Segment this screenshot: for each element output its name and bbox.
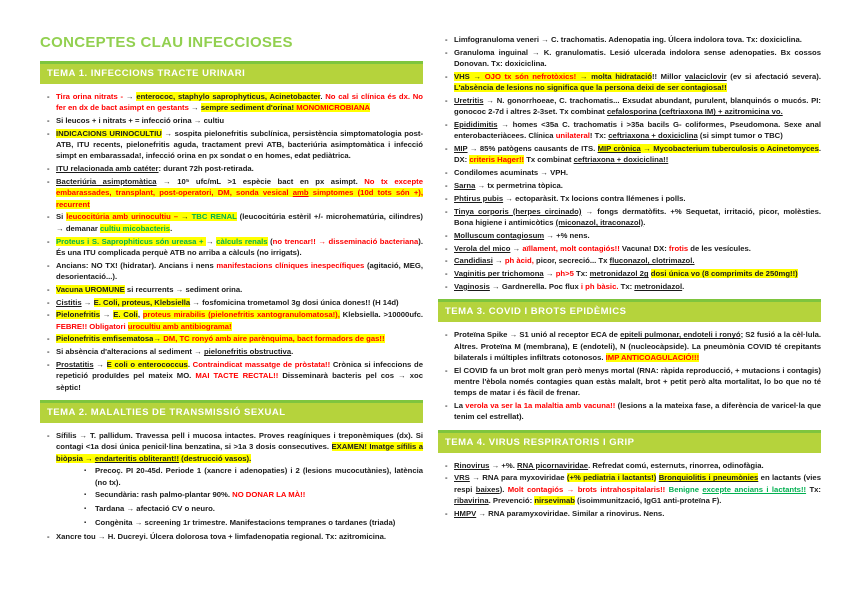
item-text <box>454 47 821 70</box>
item-text <box>454 365 821 399</box>
item-text <box>56 211 423 234</box>
text-run: Candidiasi <box>454 256 493 266</box>
text-run: (ev si afectació severa). <box>726 71 821 81</box>
section-heading: TEMA 1. INFECCIONS TRACTE URINARI <box>40 61 423 84</box>
item-text <box>56 430 423 464</box>
list-item <box>438 206 821 229</box>
text-run: Condilomes acuminats → VPH. <box>454 168 569 178</box>
text-run: Ancians: NO TX! (hidratar). Ancians i nens <box>56 260 217 270</box>
list-item <box>40 531 423 542</box>
text-run: manifestacions clíniques inespecífiques <box>216 260 365 270</box>
text-run: embarassades, transplant, post-operatori, DM, sonda vesical <box>56 188 293 198</box>
item-text <box>454 472 821 506</box>
text-run: NO DONAR LA MÀ!! <box>232 490 306 500</box>
left-column <box>40 34 423 544</box>
text-run: endarteritis obliterant!! <box>94 453 180 463</box>
list-item <box>438 47 821 70</box>
text-run: epiteli pulmonar, endoteli i ronyó <box>620 330 741 340</box>
text-run: Phtirus pubis <box>454 193 504 203</box>
item-text <box>56 176 423 210</box>
item-text <box>56 346 423 357</box>
text-run: Crònica si infeccions de repetició produïdes pel mateix MO. <box>56 360 423 381</box>
bullet-marker: - <box>47 164 50 174</box>
bullet-marker: - <box>47 212 50 222</box>
list-item <box>438 71 821 94</box>
text-run: aïllament, molt contagiós!! <box>522 243 620 253</box>
item-text <box>56 531 423 542</box>
text-run: → 10⁵ ufc/mL >1 espècie bact en px asimpt. <box>156 177 365 187</box>
text-run: picor, secreció... Tx <box>533 256 610 266</box>
text-run: metronidazol <box>634 281 683 291</box>
text-run: frotis <box>668 243 689 253</box>
item-text <box>454 243 821 254</box>
bullet-marker: - <box>445 181 448 191</box>
text-run: . <box>291 347 294 357</box>
list-item <box>438 508 821 519</box>
text-run: Proteus i S. Saprophiticus són ureasa + <box>56 236 207 246</box>
bullet-marker: - <box>47 177 50 187</box>
text-run: Tx: <box>806 484 821 494</box>
text-run: → RNA paramyxoviridae. Similar a rinovirus. Nens. <box>476 508 665 518</box>
text-run: DM, TC ronyó amb aire parènquima, bact formadors de gas!! <box>163 334 385 344</box>
text-run: Tardana → afectació CV o neuro. <box>95 504 215 514</box>
bullet-marker: - <box>445 508 448 518</box>
text-run: → +% nens. <box>544 230 590 240</box>
text-run: enterococ, staphylo saprophyticus, Acinetobacter <box>136 92 321 101</box>
text-run: Vacuna UROMUNE <box>56 284 125 294</box>
item-text <box>95 489 423 501</box>
item-text <box>454 143 821 166</box>
text-run: baixes <box>475 484 500 494</box>
text-run: en lactants (vies respi <box>454 473 821 494</box>
list-item <box>438 329 821 363</box>
bullet-marker: - <box>445 47 448 57</box>
text-run: → <box>153 334 164 344</box>
bullet-list <box>438 34 821 292</box>
text-run: Pielonefritis <box>56 310 101 320</box>
text-run: ITU relacionada amb catéter <box>56 164 159 174</box>
list-item <box>40 465 423 488</box>
text-run: → <box>125 92 137 101</box>
text-run: → ectoparàsit. Tx locions contra llémenes i polls. <box>503 193 686 203</box>
text-run: ceftriaxona + doxiciclina <box>608 131 698 141</box>
text-run: (destrucció vasos). <box>179 453 252 463</box>
list-item <box>40 430 423 464</box>
text-run: → N. gonorrhoeae, C. trachomatis... Exsudat abundant, purulent, blanquinós o mucós. PI: gonococ 2-7d i altres 2-3set. Tx combinat <box>454 95 821 117</box>
item-text <box>454 167 821 178</box>
text-run: nirsevimab <box>534 496 575 505</box>
text-run: Sífilis → T. pallidum. Travessa pell i mucosa intactes. Proves reagíniques i treponèmiques (dx). Si contagi <1a dosi única penicil·lina benzatina, si >1a 3 dosis consecutives. <box>56 430 423 452</box>
list-item <box>438 243 821 254</box>
bullet-marker: - <box>445 269 448 279</box>
list-item <box>438 365 821 399</box>
bullet-marker: - <box>47 334 50 344</box>
text-run: Sarna <box>454 181 476 191</box>
item-text <box>56 359 423 393</box>
text-run: cultiu micobacteris <box>100 223 171 233</box>
list-item <box>40 503 423 515</box>
text-run: Disseminarà bacteris pel cos → xoc sèptic! <box>56 371 423 392</box>
text-run: . <box>187 360 193 370</box>
item-text <box>454 281 821 292</box>
text-run: → +%. <box>489 460 518 470</box>
list-item <box>438 34 821 45</box>
list-item <box>438 167 821 178</box>
text-run: → Gardnerella. Poc flux <box>489 281 581 291</box>
item-text <box>56 297 423 308</box>
text-run: Rinovirus <box>454 460 490 470</box>
text-run: . <box>320 92 326 101</box>
text-run: proteus mirabilis (pielonefritis xantogranulomatosa!), <box>142 310 340 320</box>
text-run: dosi única vo (8 comprimits de 250mg!!) <box>650 269 798 279</box>
item-text <box>454 71 821 94</box>
text-run: (leucocitúria estèril +/- microhematúria, cilindres) → demanar <box>56 212 423 233</box>
list-item <box>438 95 821 118</box>
text-run: No tx excepte <box>364 177 423 187</box>
item-text <box>454 206 821 229</box>
text-run: fluconazol, clotrimazol. <box>609 256 695 266</box>
bullet-marker: ▪ <box>84 468 87 475</box>
bullet-marker: - <box>47 284 50 294</box>
item-text <box>56 115 423 126</box>
list-item <box>438 281 821 292</box>
text-run: Proteïna Spike → S1 unió al receptor ECA de <box>454 330 621 340</box>
text-run: Bronquiolitis i pneumònies <box>658 473 759 483</box>
text-run: FEBRE!! Obligatori <box>56 321 128 331</box>
right-column <box>438 34 821 544</box>
bullet-marker: ▪ <box>84 492 87 499</box>
list-item <box>40 297 423 308</box>
text-run: → 85% patògens causants de ITS. <box>467 144 598 154</box>
list-item <box>438 230 821 241</box>
text-run: (miconazol, itraconazol) <box>555 217 644 227</box>
text-run: Bacteriúria asimptomàtica <box>56 177 157 187</box>
text-run: → <box>492 256 505 266</box>
text-run: ph>5 <box>555 269 574 279</box>
text-run: INDICACIONS URINOCULTIU <box>56 128 162 138</box>
item-text <box>454 329 821 363</box>
bullet-marker: - <box>445 365 448 375</box>
text-run: Prostatitis <box>56 360 94 370</box>
bullet-marker: - <box>445 230 448 240</box>
text-run: excepte ancians i lactants!! <box>702 484 807 494</box>
list-item <box>40 309 423 332</box>
page-title: CONCEPTES CLAU INFECCIOSES <box>40 34 293 51</box>
text-run: (agitació, MEG, desorientació...). <box>56 260 423 281</box>
text-run: criteris Hager!! <box>469 155 525 165</box>
text-run: urocultiu amb antibiograma! <box>127 321 232 331</box>
text-run: Benigne <box>668 484 703 494</box>
text-run: MONOMICROBIANA <box>296 103 371 113</box>
bullet-marker: - <box>445 256 448 266</box>
text-run: MIP crònica <box>597 144 641 154</box>
text-run: Vaginitis per trichomona <box>454 269 544 279</box>
text-run: EXAMEN! Imatge sífilis a biòpsia → <box>56 442 423 463</box>
text-run: MIP <box>454 144 468 154</box>
text-run: Precoç. PI 20-45d. Periode 1 (xancre i adenopaties) i 2 (lesions mucocutànies), latència (no tx). <box>95 466 423 487</box>
item-text <box>56 260 423 283</box>
text-run: valaciclovir <box>684 71 727 81</box>
text-run: ribavirina <box>454 496 489 505</box>
list-item <box>438 180 821 191</box>
text-run: càlculs renals <box>216 236 268 246</box>
bullet-marker: - <box>445 330 448 340</box>
text-run: Secundària: rash palmo-plantar 90%. <box>95 490 233 500</box>
item-text <box>56 128 423 162</box>
text-run: → <box>180 212 192 222</box>
bullet-marker: - <box>445 281 448 291</box>
text-run: → fongs dermatòfits. +% Sequetat, irritació, picor, molèsties. Bona higiene i antimicòtics <box>454 206 821 227</box>
text-run: Contraindicat massatge de pròstata!! <box>192 360 331 370</box>
item-text <box>56 163 423 174</box>
item-text <box>56 309 423 332</box>
text-run: simptomes (10d tots són +), recurrent <box>56 188 424 209</box>
item-text <box>454 255 821 266</box>
bullet-marker: - <box>47 347 50 357</box>
text-run: E. Coli, proteus, Klebsiella <box>93 297 191 307</box>
text-run: → molta <box>576 71 616 81</box>
text-run: Epididimitis <box>454 120 498 130</box>
list-item <box>40 128 423 162</box>
text-run: E coli o enterococcus <box>106 360 188 370</box>
text-run: Klebsiella. >10000ufc. <box>339 310 423 320</box>
text-run: → RNA para myxoviridae <box>469 473 567 483</box>
text-run: Uretritis <box>454 95 484 105</box>
item-text <box>454 34 821 45</box>
text-run: OJO tx són nefrotòxics! <box>484 71 577 81</box>
text-run: ). <box>499 484 508 494</box>
list-item <box>438 268 821 279</box>
list-item <box>40 489 423 501</box>
text-run: → fosfomicina trometamol 3g dosi única dones!! (H 14d) <box>190 297 399 307</box>
bullet-marker: - <box>47 310 50 320</box>
item-text <box>56 333 423 344</box>
text-run: (+% pediatria i lactants!) <box>566 473 657 483</box>
list-item <box>40 211 423 234</box>
text-run: (isoimmunització, IgG1 anti-proteïna F). <box>574 496 722 505</box>
list-item <box>40 163 423 174</box>
text-run: Mycobacterium tuberculosis o Acinetomyces <box>653 144 819 154</box>
item-text <box>56 284 423 295</box>
item-text <box>56 91 423 114</box>
text-run: hidratació <box>615 71 652 81</box>
list-item <box>40 346 423 357</box>
text-run: L'absència de lesions no significa que la persona deixi de ser contagiosa!! <box>454 83 727 93</box>
text-run: RNA picornaviridae <box>517 460 589 470</box>
text-run: amb <box>292 188 309 198</box>
item-text <box>454 230 821 241</box>
section-heading: TEMA 4. VIRUS RESPIRATORIS I GRIP <box>438 430 821 453</box>
text-run: VRS <box>454 473 470 483</box>
bullet-marker: - <box>445 473 448 483</box>
text-run: . <box>682 281 685 291</box>
text-run: (si simpt tumor o TBC) <box>697 131 783 141</box>
text-run: Limfogranuloma veneri → C. trachomatis. Adenopatia ing. Úlcera indolora tova. Tx: doxiciclina. <box>454 35 802 44</box>
bullet-marker: - <box>47 128 50 138</box>
section-heading: TEMA 2. MALALTIES DE TRANSMISSIÓ SEXUAL <box>40 400 423 423</box>
bullet-marker: ▪ <box>84 520 87 526</box>
bullet-marker: - <box>445 460 448 470</box>
list-item <box>40 176 423 210</box>
text-run: Si leucos + i nitrats + = infecció orina → cultiu <box>56 116 225 126</box>
text-run: Tinya corporis (herpes circinado) <box>454 206 582 216</box>
text-run: La <box>454 401 466 411</box>
text-run: ). És una ITU complicada perquè ATB no arriba a càlculs (no irrigats). <box>56 236 423 257</box>
bullet-list <box>40 91 423 393</box>
list-item <box>40 115 423 126</box>
bullet-list <box>438 329 821 422</box>
text-run: si recurrents → sediment orina. <box>124 284 243 294</box>
list-item <box>40 359 423 393</box>
item-text <box>454 193 821 204</box>
bullet-marker: - <box>47 430 50 440</box>
item-text <box>454 95 821 118</box>
bullet-marker: - <box>47 92 50 101</box>
text-run: MAI TACTE RECTAL!! <box>195 371 279 381</box>
text-run: VHS → <box>454 71 485 81</box>
item-text <box>454 460 821 471</box>
text-run: , <box>137 310 143 320</box>
text-run: → <box>543 269 556 279</box>
bullet-marker: - <box>47 297 50 307</box>
list-item <box>438 400 821 423</box>
list-item <box>438 255 821 266</box>
text-run: Tx: <box>573 269 590 279</box>
text-run: unilateral <box>555 131 590 141</box>
text-run: ( <box>267 236 273 246</box>
text-run: . DX: <box>454 144 821 165</box>
bullet-marker: - <box>47 260 50 270</box>
text-run: → homes <35a C. trachomatis i >35a bacils G- coliformes, Pseudomona. Sexe anal enterobacteriàcees. Clínica <box>454 120 821 141</box>
text-run: no trencar!! → disseminació bacteriana <box>272 236 419 246</box>
text-run: → sospita pielonefritis subclínica, persistència simptomatologia post-ATB, ITU recents, pielonefritis aguda, tractament previ ATB, bacteriúria asimptomàtica i infecció simpt en embarassada!, infecció orina en px sondat o en homes, edat pediàtrica. <box>56 128 424 161</box>
text-run: → <box>81 297 94 307</box>
bullet-marker: - <box>445 206 448 216</box>
list-item <box>438 460 821 471</box>
list-item <box>40 333 423 344</box>
text-run: sempre sediment d'orina! <box>200 103 297 113</box>
item-text <box>95 503 423 515</box>
section-heading: TEMA 3. COVID I BROTS EPIDÈMICS <box>438 299 821 322</box>
item-text <box>454 508 821 519</box>
list-item <box>40 236 423 259</box>
text-run: → <box>93 360 107 370</box>
text-run: . <box>170 223 173 233</box>
text-run: → <box>191 103 201 113</box>
bullet-marker: - <box>47 360 50 370</box>
text-run: TBC RENAL <box>191 212 237 222</box>
bullet-marker: - <box>445 193 448 203</box>
bullet-marker: - <box>47 531 50 541</box>
text-run: → <box>100 310 114 320</box>
text-run: Verola del mico <box>454 243 511 253</box>
text-run: E. Coli <box>113 310 138 320</box>
text-run: → <box>510 243 523 253</box>
list-item <box>438 143 821 166</box>
text-run: → <box>206 236 217 246</box>
text-run: Molluscum contagiosum <box>454 230 545 240</box>
text-run: Molt contagiós → brots intrahospitalaris!! <box>507 484 666 494</box>
text-run: cefalosporina (ceftriaxona IM) + azitromicina vo. <box>606 107 783 117</box>
bullet-marker: - <box>47 116 50 126</box>
text-run: → tx permetrina tòpica. <box>475 181 563 191</box>
text-run: El COVID fa un brot molt gran però menys mortal (RNA: ràpida reproducció, + mutacions i contagis) mentre l'èbola només contagies quan estàs malalt, brot + petit però alta mortalitat, lo bo que no té temps de matar i és fàcil de frenar. <box>454 365 821 398</box>
item-text <box>454 119 821 142</box>
list-item <box>40 517 423 529</box>
text-run: metronidazol 2g <box>589 269 649 279</box>
text-run: leucocitúria amb urinocultiu – <box>66 212 181 222</box>
bullet-marker: - <box>445 401 448 411</box>
text-run: Xancre tou → H. Ducreyi. Úlcera dolorosa tova + limfadenopatia regional. Tx: azitromicina. <box>56 531 387 541</box>
text-run: No cal si clínica és dx. No fer en dx de bact asimpt en gestants <box>56 92 423 113</box>
bullet-marker: - <box>445 95 448 105</box>
text-run: de les vesícules. <box>688 243 751 253</box>
bullet-marker: - <box>445 120 448 130</box>
text-run: Tx: <box>618 281 635 291</box>
text-run: verola va ser la 1a malaltia amb vacuna!! <box>465 401 616 411</box>
item-text <box>454 400 821 423</box>
item-text <box>56 236 423 259</box>
text-run: IMP ANTICOAGULACIÓ!!! <box>605 352 700 362</box>
text-run: Congènita → screening 1r trimestre. Manifestacions tempranes o tardanes (triada) <box>95 518 396 527</box>
bullet-marker: - <box>47 236 50 246</box>
text-run: Si <box>56 212 67 222</box>
bullet-list <box>438 460 821 519</box>
list-item <box>438 119 821 142</box>
item-text <box>454 268 821 279</box>
text-run: Vacuna! DX: <box>619 243 669 253</box>
list-item <box>40 91 423 114</box>
text-run: Tira orina nitrats - <box>56 92 126 101</box>
text-run: . <box>643 217 646 227</box>
text-run: ph àcid, <box>504 256 534 266</box>
text-run: → <box>640 144 654 154</box>
text-run: Pielonefritis emfisematosa <box>56 334 154 344</box>
text-run: Si absència d'alteracions al sediment → <box>56 347 204 357</box>
text-run: Tx combinat <box>524 155 574 165</box>
bullet-marker: - <box>445 243 448 253</box>
item-text <box>95 465 423 488</box>
bullet-marker: - <box>445 144 448 154</box>
list-item <box>40 260 423 283</box>
list-item <box>438 472 821 506</box>
item-text <box>454 180 821 191</box>
list-item <box>438 193 821 204</box>
bullet-marker: - <box>445 35 448 44</box>
text-run: (lesions a la mateixa fase, a diferència de varicel·la que tenim cel estrellat). <box>454 401 821 422</box>
text-run: . Prevenció: <box>488 496 535 505</box>
text-run: pielonefritis obstructiva <box>203 347 292 357</box>
text-run: . Refredat comú, esternuts, rinorrea, odinofàgia. <box>588 460 764 470</box>
text-run: !! Millor <box>651 71 685 81</box>
text-run: Granuloma inguinal → K. granulomatis. Lesió ulcerada indolora sense adenopaties. Bx cossos Donovan. Tx: doxiciclina. <box>454 47 821 69</box>
list-item <box>40 284 423 295</box>
text-run: ; S2 fusió a la cèl·lula. Altres. Proteïna M (membrana), E (endoteli), N (nucleocàpside). La pneumònia COVID té crepitants bilaterals i múltiples infiltrats cotonosos. <box>454 330 821 362</box>
item-text <box>95 517 423 529</box>
text-run: ! Tx: <box>589 131 609 141</box>
text-run: HMPV <box>454 508 477 518</box>
text-run: ceftriaxona + doxiciclina!! <box>573 155 669 165</box>
text-run: Vaginosis <box>454 281 490 291</box>
text-run: Cistitis <box>56 297 82 307</box>
bullet-marker: - <box>445 71 448 81</box>
text-run: i ph bàsic. <box>580 281 619 291</box>
text-run: : durant 72h post-retirada. <box>158 164 254 174</box>
bullet-marker: - <box>445 168 448 178</box>
bullet-marker: ▪ <box>84 506 87 513</box>
bullet-list <box>40 430 423 542</box>
